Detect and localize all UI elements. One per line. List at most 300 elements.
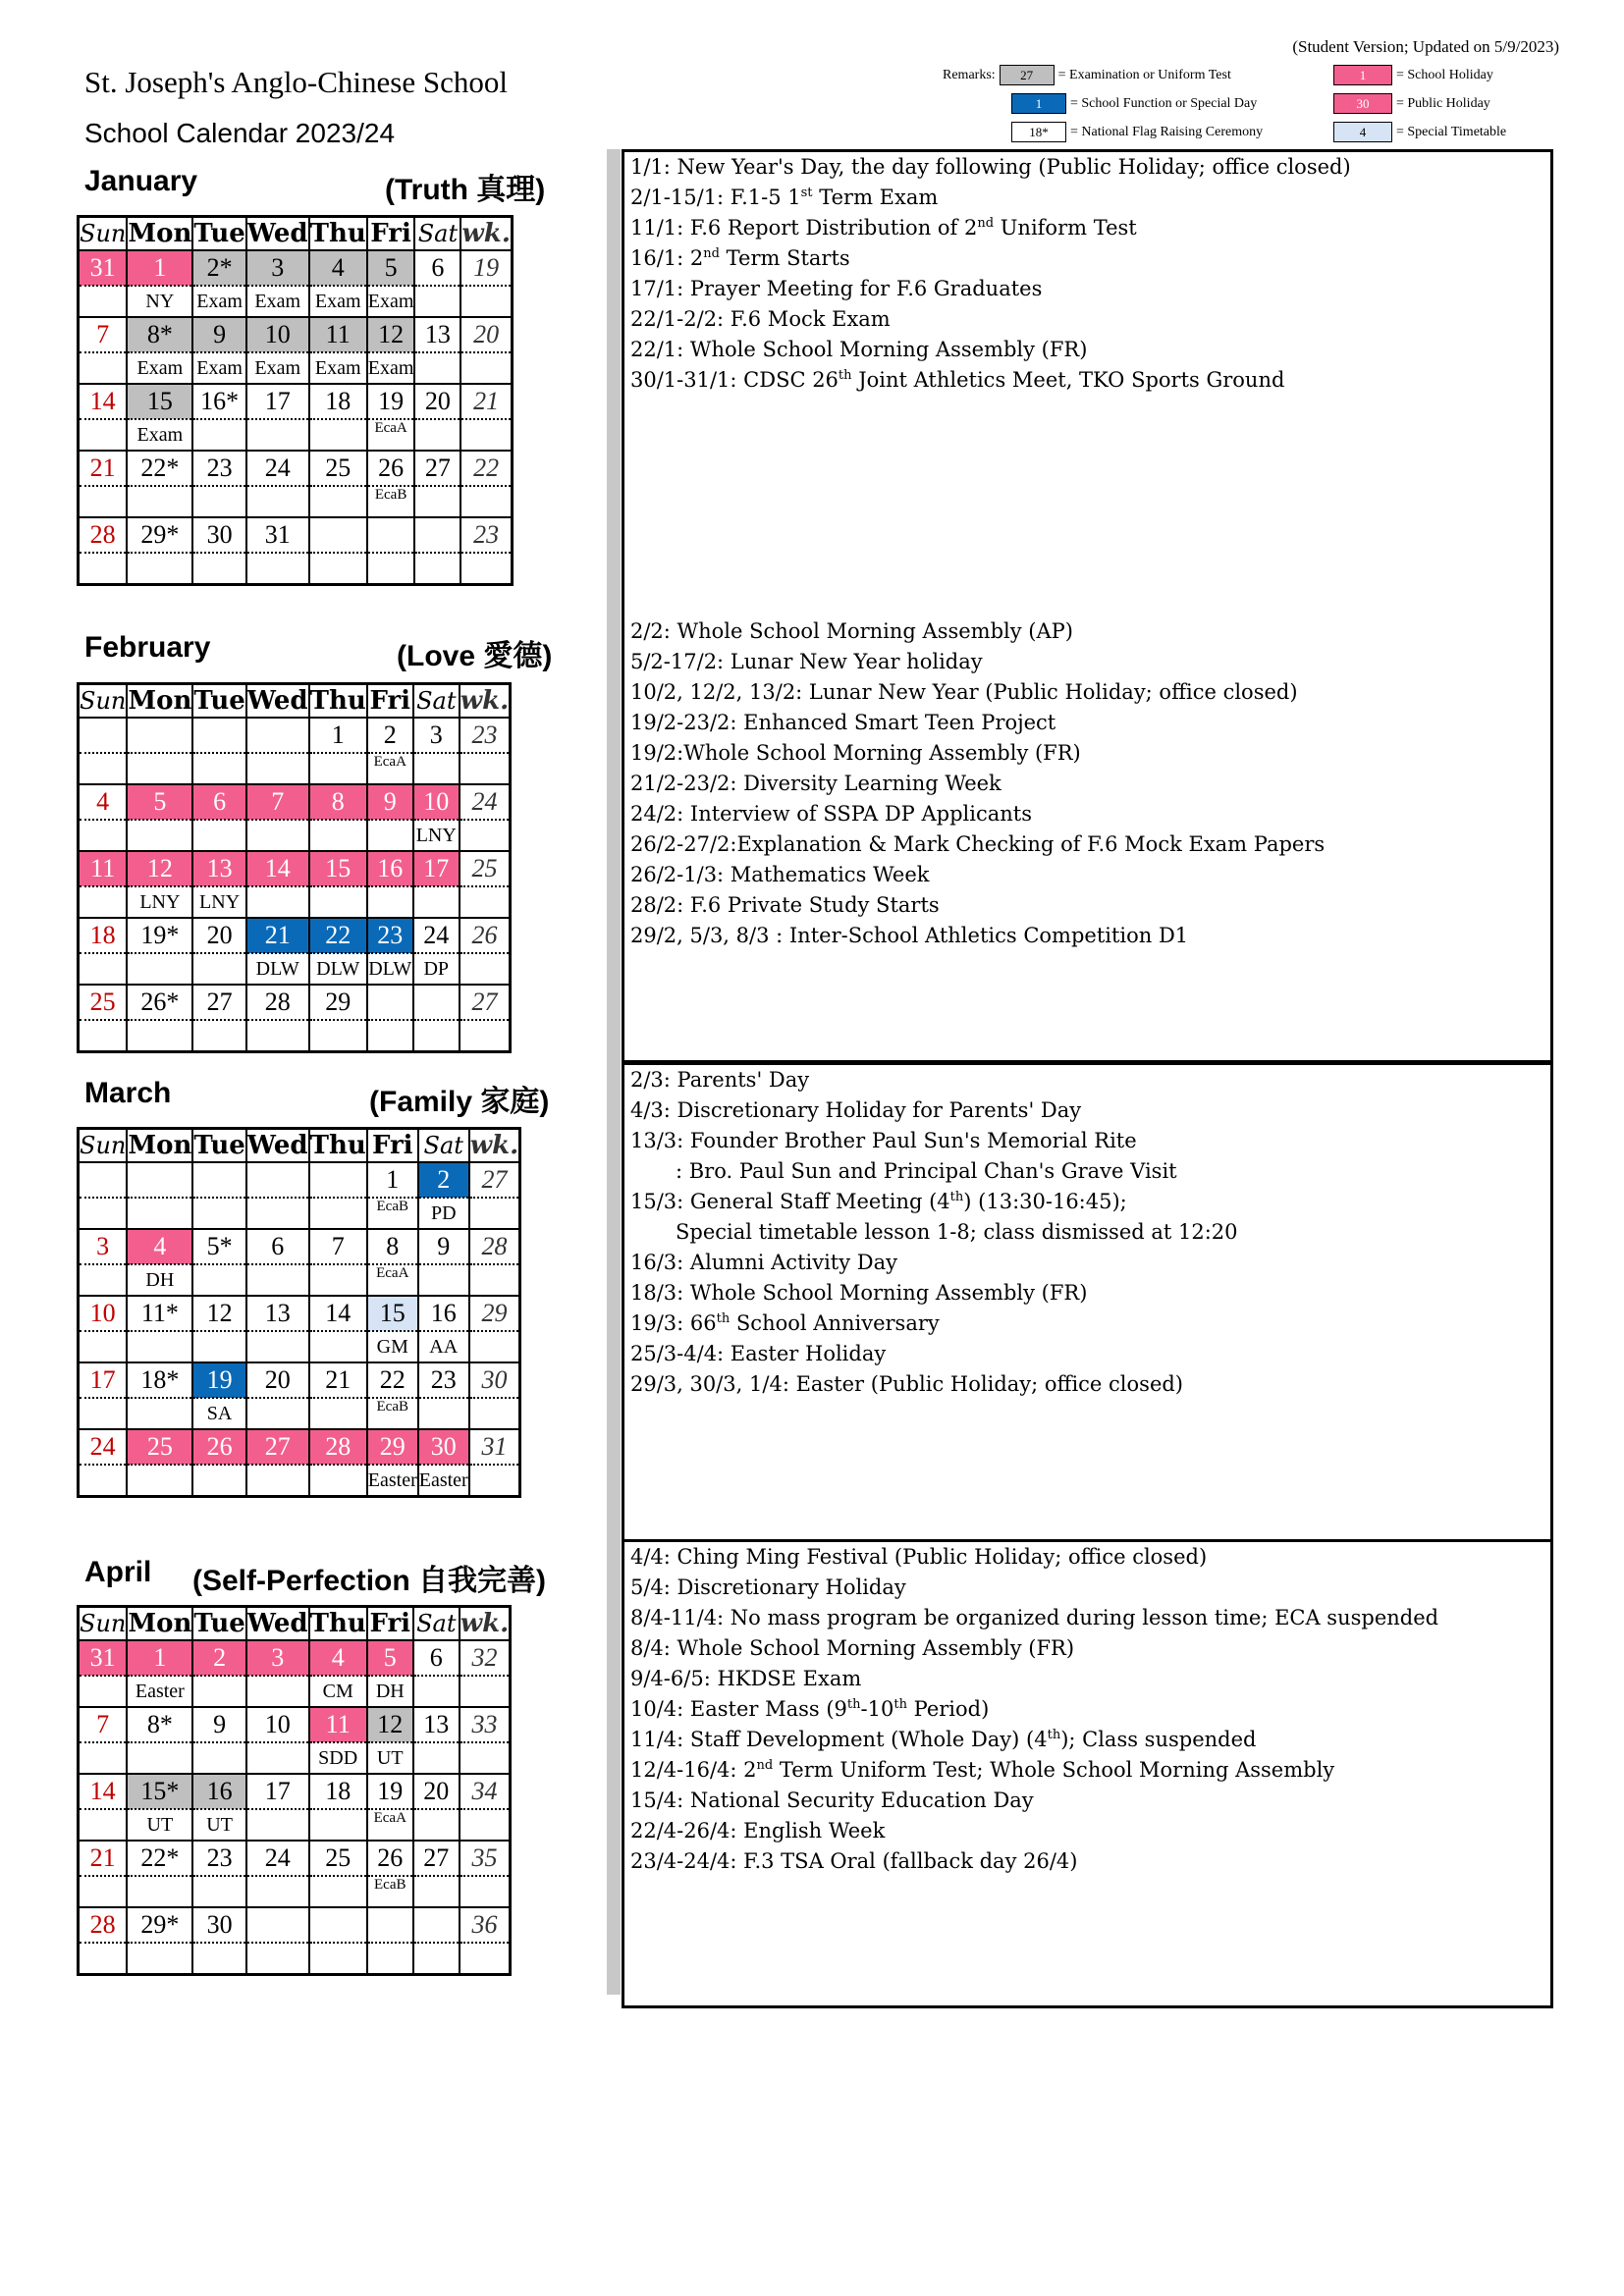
- event-item: 11/1: F.6 Report Distribution of 2nd Uniform Test: [630, 216, 1137, 240]
- day-cell: 19: [192, 1362, 245, 1398]
- event-item: 26/2-1/3: Mathematics Week: [630, 863, 930, 886]
- day-cell: 23: [192, 1841, 245, 1876]
- day-note: [79, 419, 128, 451]
- day-note: [246, 1676, 309, 1707]
- day-note: [79, 286, 128, 317]
- day-cell: [127, 1162, 192, 1198]
- day-note: [309, 886, 367, 918]
- day-note: [246, 1943, 309, 1975]
- event-item: 4/4: Ching Ming Festival (Public Holiday; office closed): [630, 1545, 1208, 1569]
- week-number: 23: [460, 718, 511, 753]
- day-note: Exam: [367, 352, 415, 384]
- weekday-header: Sat: [413, 1607, 460, 1641]
- day-cell: [192, 718, 245, 753]
- event-item: 26/2-27/2:Explanation & Mark Checking of F.6 Mock Exam Papers: [630, 832, 1326, 856]
- day-cell: 24: [246, 451, 309, 486]
- day-cell: 19: [367, 384, 415, 419]
- event-item: 8/4-11/4: No mass program be organized during lesson time; ECA suspended: [630, 1606, 1439, 1629]
- day-note: EcaB: [367, 1876, 413, 1907]
- legend-exam: = Examination or Uniform Test: [1057, 67, 1231, 82]
- event-item: 16/1: 2nd Term Starts: [630, 246, 850, 270]
- weekday-header: Wed: [246, 1607, 309, 1641]
- day-cell: 7: [309, 1229, 367, 1264]
- day-note: [246, 1331, 309, 1362]
- event-item: 28/2: F.6 Private Study Starts: [630, 893, 940, 917]
- day-cell: 25: [79, 985, 128, 1020]
- day-cell: 18: [309, 1774, 367, 1809]
- day-cell: 30: [192, 517, 245, 553]
- day-note: Exam: [309, 352, 367, 384]
- day-cell: 22: [309, 918, 367, 953]
- week-spacer: [460, 1676, 511, 1707]
- weekday-header: Tue: [192, 1129, 245, 1163]
- day-note: Easter: [418, 1465, 469, 1497]
- day-cell: 21: [246, 918, 309, 953]
- day-cell: 2: [367, 718, 413, 753]
- divider-bar: [607, 149, 621, 1995]
- day-note: [79, 1264, 128, 1296]
- event-item: 2/1-15/1: F.1-5 1st Term Exam: [630, 186, 939, 209]
- day-note: [127, 753, 192, 784]
- weekday-header: Sat: [418, 1129, 469, 1163]
- event-item: 22/1-2/2: F.6 Mock Exam: [630, 307, 891, 331]
- day-note: [192, 419, 245, 451]
- day-note: [309, 419, 367, 451]
- day-note: [127, 1020, 192, 1052]
- month-title-february: February: [84, 631, 211, 664]
- day-cell: 28: [309, 1429, 367, 1465]
- events-february: [622, 616, 1553, 1063]
- day-note: [413, 1020, 460, 1052]
- day-cell: 31: [246, 517, 309, 553]
- week-spacer: [469, 1264, 520, 1296]
- event-item: 19/2:Whole School Morning Assembly (FR): [630, 741, 1081, 765]
- day-cell: 11*: [127, 1296, 192, 1331]
- day-cell: 15: [309, 851, 367, 886]
- day-cell: [413, 1907, 460, 1943]
- weekday-header: Thu: [309, 1607, 367, 1641]
- day-note: EcaA: [367, 1264, 418, 1296]
- day-cell: 5: [367, 250, 415, 286]
- day-cell: 24: [246, 1841, 309, 1876]
- day-note: [79, 1020, 128, 1052]
- day-note: [79, 1742, 128, 1774]
- day-note: UT: [192, 1809, 245, 1841]
- day-cell: 31: [79, 1640, 128, 1676]
- week-number: 23: [460, 517, 512, 553]
- events-march: [622, 1062, 1553, 1543]
- day-cell: 15: [367, 1296, 418, 1331]
- day-note: [309, 1465, 367, 1497]
- day-note: [192, 820, 245, 851]
- day-note: [413, 1876, 460, 1907]
- day-note: [367, 553, 415, 585]
- week-spacer: [460, 1020, 511, 1052]
- week-spacer: [460, 419, 512, 451]
- weekday-header: wk.: [469, 1129, 520, 1163]
- week-spacer: [460, 1876, 511, 1907]
- week-number: 30: [469, 1362, 520, 1398]
- day-cell: 24: [79, 1429, 128, 1465]
- day-note: UT: [367, 1742, 413, 1774]
- day-note: [418, 1398, 469, 1429]
- day-note: SDD: [309, 1742, 367, 1774]
- day-note: Exam: [127, 352, 192, 384]
- week-number: 34: [460, 1774, 511, 1809]
- events-january: [622, 149, 1553, 620]
- week-spacer: [460, 1809, 511, 1841]
- legend-special-swatch: 4: [1333, 122, 1392, 142]
- calendar-january: [77, 215, 514, 586]
- day-note: LNY: [127, 886, 192, 918]
- day-note: [414, 352, 460, 384]
- day-note: DH: [127, 1264, 192, 1296]
- day-cell: [246, 1907, 309, 1943]
- day-note: EcaA: [367, 1809, 413, 1841]
- day-note: [246, 820, 309, 851]
- month-title-january: January: [84, 165, 198, 197]
- day-cell: 21: [79, 1841, 128, 1876]
- weekday-header: wk.: [460, 1607, 511, 1641]
- day-cell: 8*: [127, 317, 192, 352]
- day-note: EcaA: [367, 753, 413, 784]
- day-cell: 14: [246, 851, 309, 886]
- week-number: 21: [460, 384, 512, 419]
- day-note: EcaB: [367, 486, 415, 517]
- day-note: Exam: [246, 352, 309, 384]
- day-cell: 16: [418, 1296, 469, 1331]
- weekday-header: Sun: [79, 1129, 128, 1163]
- week-spacer: [460, 820, 511, 851]
- day-cell: [309, 517, 367, 553]
- day-cell: 12: [192, 1296, 245, 1331]
- week-number: 22: [460, 451, 512, 486]
- day-note: Exam: [309, 286, 367, 317]
- event-item: 8/4: Whole School Morning Assembly (FR): [630, 1636, 1075, 1660]
- day-cell: 11: [309, 1707, 367, 1742]
- day-note: [246, 419, 309, 451]
- day-cell: 19*: [127, 918, 192, 953]
- week-number: 19: [460, 250, 512, 286]
- weekday-header: Tue: [192, 684, 245, 719]
- day-cell: 29*: [127, 517, 192, 553]
- day-cell: [309, 1907, 367, 1943]
- day-note: DLW: [309, 953, 367, 985]
- week-spacer: [460, 953, 511, 985]
- week-number: 26: [460, 918, 511, 953]
- week-spacer: [460, 486, 512, 517]
- day-cell: 18*: [127, 1362, 192, 1398]
- day-note: [309, 1876, 367, 1907]
- day-cell: 1: [309, 718, 367, 753]
- day-note: [246, 1809, 309, 1841]
- legend-special: = Special Timetable: [1396, 124, 1507, 139]
- day-cell: 12: [367, 317, 415, 352]
- day-note: [79, 820, 128, 851]
- day-note: [127, 486, 192, 517]
- day-note: [79, 1676, 128, 1707]
- legend: [943, 65, 1571, 143]
- day-note: [79, 1943, 128, 1975]
- day-cell: 1: [367, 1162, 418, 1198]
- day-cell: 6: [414, 250, 460, 286]
- day-note: [127, 1465, 192, 1497]
- day-note: [79, 486, 128, 517]
- events-april: [622, 1539, 1553, 2008]
- weekday-header: Thu: [309, 217, 367, 251]
- day-cell: 4: [309, 1640, 367, 1676]
- weekday-header: Fri: [367, 1607, 413, 1641]
- weekday-header: Mon: [127, 217, 192, 251]
- day-cell: 29: [309, 985, 367, 1020]
- day-cell: 9: [192, 317, 245, 352]
- day-cell: 10: [246, 1707, 309, 1742]
- day-cell: 8*: [127, 1707, 192, 1742]
- day-cell: 2: [192, 1640, 245, 1676]
- day-cell: 14: [79, 384, 128, 419]
- event-item: 9/4-6/5: HKDSE Exam: [630, 1667, 862, 1690]
- day-cell: 26: [192, 1429, 245, 1465]
- version-note: (Student Version; Updated on 5/9/2023): [1292, 37, 1559, 56]
- day-note: [79, 1876, 128, 1907]
- day-note: PD: [418, 1198, 469, 1229]
- legend-school-holiday-swatch: 1: [1333, 65, 1392, 85]
- day-cell: 18: [79, 918, 128, 953]
- weekday-header: Fri: [367, 217, 415, 251]
- week-number: 29: [469, 1296, 520, 1331]
- day-note: [192, 486, 245, 517]
- legend-flag-swatch: 18*: [1011, 122, 1066, 142]
- event-item: 15/3: General Staff Meeting (4th) (13:30-16:45);: [630, 1190, 1127, 1213]
- day-note: [79, 352, 128, 384]
- day-note: [192, 1676, 245, 1707]
- day-cell: 16: [192, 1774, 245, 1809]
- day-cell: [414, 517, 460, 553]
- day-cell: [79, 718, 128, 753]
- week-number: 32: [460, 1640, 511, 1676]
- day-cell: 7: [246, 784, 309, 820]
- day-note: [246, 553, 309, 585]
- motto-april: (Self-Perfection 自我完善): [192, 1565, 547, 1597]
- event-item: 19/2-23/2: Enhanced Smart Teen Project: [630, 711, 1056, 734]
- calendar-title: School Calendar 2023/24: [84, 118, 396, 148]
- event-item: 18/3: Whole School Morning Assembly (FR): [630, 1281, 1088, 1305]
- day-note: [192, 1465, 245, 1497]
- day-note: DLW: [246, 953, 309, 985]
- day-note: Easter: [367, 1465, 418, 1497]
- day-cell: 3: [246, 250, 309, 286]
- day-cell: 26: [367, 1841, 413, 1876]
- day-note: [192, 1742, 245, 1774]
- day-note: [309, 1398, 367, 1429]
- day-note: GM: [367, 1331, 418, 1362]
- day-cell: 16*: [192, 384, 245, 419]
- day-cell: 21: [79, 451, 128, 486]
- day-cell: 29: [367, 1429, 418, 1465]
- day-cell: 13: [413, 1707, 460, 1742]
- day-note: [309, 486, 367, 517]
- day-cell: 12: [367, 1707, 413, 1742]
- day-note: [127, 553, 192, 585]
- day-note: [246, 486, 309, 517]
- weekday-header: Mon: [127, 1607, 192, 1641]
- week-spacer: [469, 1465, 520, 1497]
- event-item: Special timetable lesson 1-8; class dismissed at 12:20: [676, 1220, 1238, 1244]
- day-cell: 30: [418, 1429, 469, 1465]
- calendar-april: [77, 1605, 512, 1976]
- day-note: EcaB: [367, 1398, 418, 1429]
- legend-remarks: Remarks:: [943, 67, 996, 82]
- day-cell: [127, 718, 192, 753]
- motto-january: (Truth 真理): [385, 174, 546, 206]
- day-note: Exam: [246, 286, 309, 317]
- day-note: EcaB: [367, 1198, 418, 1229]
- day-note: [127, 1198, 192, 1229]
- weekday-header: Wed: [246, 1129, 309, 1163]
- day-note: Easter: [127, 1676, 192, 1707]
- day-note: Exam: [127, 419, 192, 451]
- day-cell: 21: [309, 1362, 367, 1398]
- day-note: [309, 1264, 367, 1296]
- week-number: 31: [469, 1429, 520, 1465]
- day-note: [246, 1465, 309, 1497]
- day-cell: 3: [246, 1640, 309, 1676]
- event-item: 22/4-26/4: English Week: [630, 1819, 886, 1842]
- day-note: [418, 1264, 469, 1296]
- day-cell: 15: [127, 384, 192, 419]
- day-cell: 23: [418, 1362, 469, 1398]
- weekday-header: Mon: [127, 684, 192, 719]
- weekday-header: Wed: [246, 217, 309, 251]
- day-note: [367, 1020, 413, 1052]
- day-cell: 17: [246, 1774, 309, 1809]
- day-cell: 31: [79, 250, 128, 286]
- day-note: [192, 1943, 245, 1975]
- day-cell: 17: [246, 384, 309, 419]
- day-cell: 8: [309, 784, 367, 820]
- day-note: [413, 1809, 460, 1841]
- day-note: [127, 1742, 192, 1774]
- day-note: [79, 1331, 128, 1362]
- day-cell: 30: [192, 1907, 245, 1943]
- day-note: LNY: [192, 886, 245, 918]
- legend-public-holiday: = Public Holiday: [1396, 95, 1490, 111]
- week-spacer: [469, 1198, 520, 1229]
- weekday-header: Fri: [367, 684, 413, 719]
- day-note: [79, 753, 128, 784]
- day-note: [192, 1264, 245, 1296]
- day-note: [127, 953, 192, 985]
- day-note: [413, 753, 460, 784]
- day-note: DP: [413, 953, 460, 985]
- day-cell: 2: [418, 1162, 469, 1198]
- day-cell: 20: [192, 918, 245, 953]
- day-note: [246, 1198, 309, 1229]
- legend-exam-swatch: 27: [1000, 65, 1055, 85]
- day-note: [414, 286, 460, 317]
- legend-function: = School Function or Special Day: [1070, 95, 1258, 111]
- event-item: 5/2-17/2: Lunar New Year holiday: [630, 650, 983, 673]
- event-item: 25/3-4/4: Easter Holiday: [630, 1342, 887, 1365]
- day-cell: 27: [413, 1841, 460, 1876]
- school-name: St. Joseph's Anglo-Chinese School: [84, 65, 508, 99]
- event-item: 4/3: Discretionary Holiday for Parents' Day: [630, 1098, 1082, 1122]
- legend-flag: = National Flag Raising Ceremony: [1070, 124, 1264, 139]
- week-number: 25: [460, 851, 511, 886]
- day-cell: 4: [79, 784, 128, 820]
- weekday-header: Tue: [192, 217, 245, 251]
- day-cell: [413, 985, 460, 1020]
- weekday-header: Thu: [309, 1129, 367, 1163]
- day-note: [413, 1676, 460, 1707]
- weekday-header: wk.: [460, 684, 511, 719]
- week-spacer: [460, 286, 512, 317]
- day-cell: [367, 985, 413, 1020]
- day-note: [413, 1943, 460, 1975]
- motto-march: (Family 家庭): [369, 1086, 550, 1118]
- week-spacer: [460, 1943, 511, 1975]
- day-note: [79, 1398, 128, 1429]
- week-number: 28: [469, 1229, 520, 1264]
- day-cell: 23: [192, 451, 245, 486]
- day-cell: 23: [367, 918, 413, 953]
- day-note: [192, 1876, 245, 1907]
- day-note: [127, 1876, 192, 1907]
- event-item: 22/1: Whole School Morning Assembly (FR): [630, 338, 1088, 361]
- day-cell: 25: [309, 451, 367, 486]
- day-cell: 13: [192, 851, 245, 886]
- day-cell: 14: [79, 1774, 128, 1809]
- day-cell: 8: [367, 1229, 418, 1264]
- event-item: 29/3, 30/3, 1/4: Easter (Public Holiday; office closed): [630, 1372, 1184, 1396]
- weekday-header: Sun: [79, 684, 128, 719]
- day-note: [246, 1398, 309, 1429]
- day-note: [367, 886, 413, 918]
- day-note: [127, 1943, 192, 1975]
- day-note: Exam: [367, 286, 415, 317]
- day-note: [192, 1198, 245, 1229]
- day-note: UT: [127, 1809, 192, 1841]
- day-note: [367, 820, 413, 851]
- event-item: 10/4: Easter Mass (9th-10th Period): [630, 1697, 990, 1721]
- event-item: 2/2: Whole School Morning Assembly (AP): [630, 619, 1073, 643]
- day-cell: 24: [413, 918, 460, 953]
- week-number: 24: [460, 784, 511, 820]
- day-note: [127, 820, 192, 851]
- motto-february: (Love 愛德): [397, 640, 553, 672]
- week-spacer: [460, 753, 511, 784]
- day-note: [414, 419, 460, 451]
- day-note: [414, 553, 460, 585]
- day-note: [309, 820, 367, 851]
- legend-school-holiday: = School Holiday: [1396, 67, 1493, 82]
- day-note: [79, 1198, 128, 1229]
- weekday-header: wk.: [460, 217, 512, 251]
- day-note: [246, 1742, 309, 1774]
- month-title-april: April: [84, 1556, 152, 1588]
- day-note: [192, 953, 245, 985]
- week-spacer: [460, 553, 512, 585]
- day-cell: [309, 1162, 367, 1198]
- day-cell: 28: [79, 1907, 128, 1943]
- event-item: 11/4: Staff Development (Whole Day) (4th); Class suspended: [630, 1728, 1257, 1751]
- day-note: DLW: [367, 953, 413, 985]
- day-note: [309, 753, 367, 784]
- day-note: [127, 1398, 192, 1429]
- day-note: Exam: [192, 352, 245, 384]
- day-note: [309, 1198, 367, 1229]
- day-note: [79, 953, 128, 985]
